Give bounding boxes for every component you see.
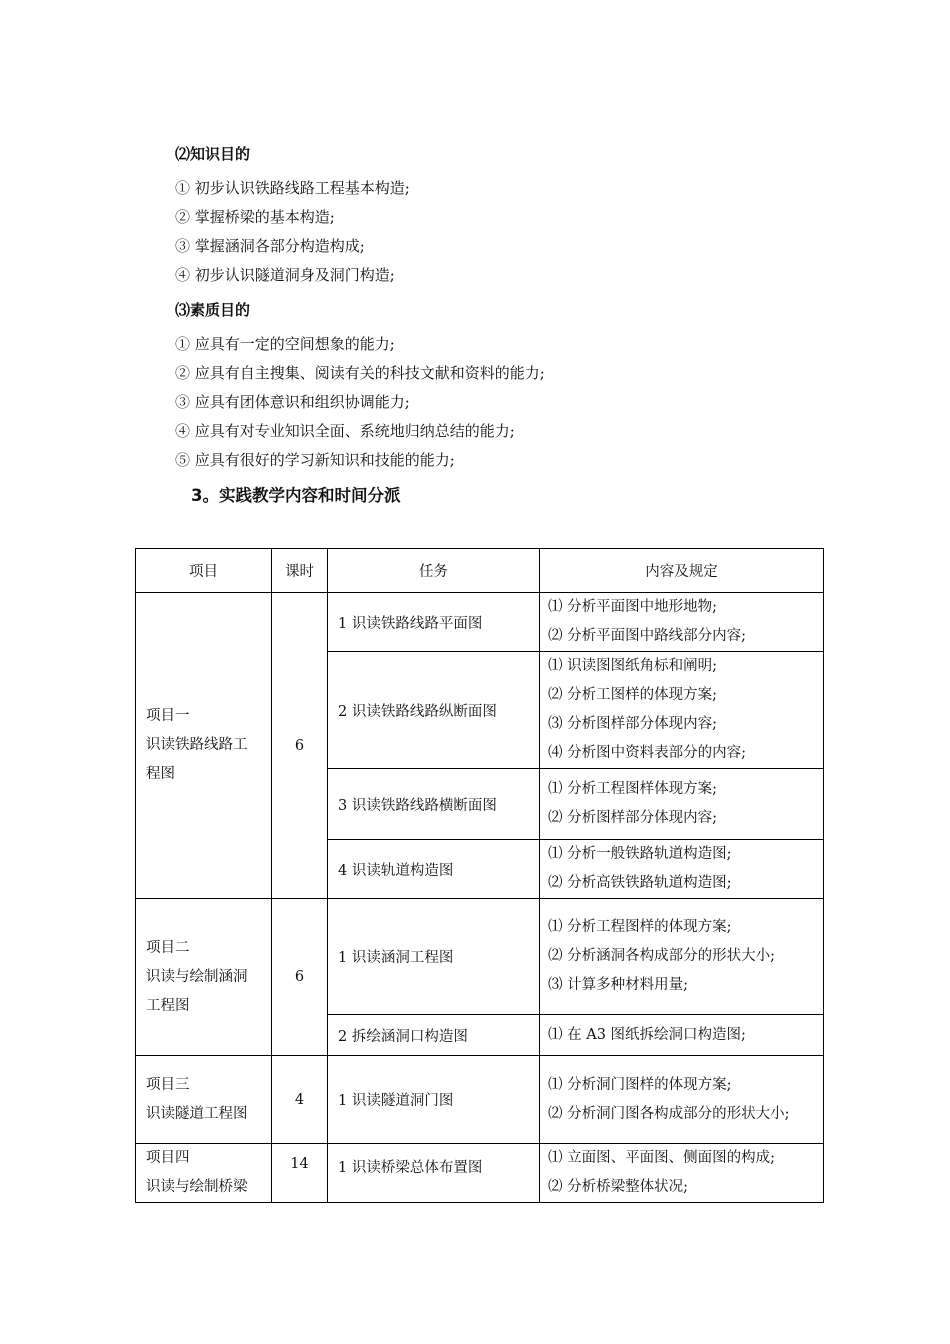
hours-cell: 6 [272,593,328,899]
table-header-row [136,549,824,593]
project-cell [136,899,272,1056]
requirements-cell [540,593,824,652]
hours-cell: 6 [272,899,328,1056]
knowledge-goals-heading: ⑵知识目的 [175,145,251,163]
knowledge-goal-item: ③ 掌握涵洞各部分构造构成; [175,237,365,255]
task-cell: 1 识读涵洞工程图 [328,899,540,1015]
header-requirements: 内容及规定 [540,549,824,593]
knowledge-goal-item: ② 掌握桥梁的基本构造; [175,208,335,226]
quality-goals-heading: ⑶素质目的 [175,301,251,319]
section-title: 3。实践教学内容和时间分派 [191,486,401,505]
requirement-item: ⑵ 分析平面图中路线部分内容; [548,628,746,644]
requirement-item: ⑵ 分析洞门图各构成部分的形状大小; [548,1105,790,1122]
header-task: 任务 [328,549,540,593]
requirement-item: ⑴ 分析平面图中地形地物; [548,599,717,615]
requirement-item: ⑴ 识读图图纸角标和阐明; [548,658,717,674]
requirement-item: ⑷ 分析图中资料表部分的内容; [548,745,746,761]
project-name: 识读隧道工程图 [146,1105,248,1122]
hours-cell: 4 [272,1056,328,1144]
requirement-item: ⑴ 分析一般铁路轨道构造图; [548,846,732,862]
requirements-cell [540,1144,824,1203]
requirement-item: ⑵ 分析图样部分体现内容; [548,810,717,826]
requirements-cell [540,652,824,769]
quality-goal-item: ④ 应具有对专业知识全面、系统地归纳总结的能力; [175,422,515,440]
project-cell [136,593,272,899]
quality-goal-item: ③ 应具有团体意识和组织协调能力; [175,393,410,411]
requirement-item: ⑴ 分析工程图样体现方案; [548,781,717,797]
knowledge-goal-item: ① 初步认识铁路线路工程基本构造; [175,179,410,197]
project-name: 识读铁路线路工 [146,737,248,753]
project-label: 项目一 [146,708,190,724]
requirement-item: ⑶ 分析图样部分体现内容; [548,716,717,732]
header-project: 项目 [136,549,272,593]
project-cell [136,1144,272,1203]
project-name: 识读与绘制涵洞 [146,968,248,985]
requirements-cell [540,769,824,840]
requirement-item: ⑴ 分析洞门图样的体现方案; [548,1076,732,1093]
requirement-item: ⑵ 分析工图样的体现方案; [548,687,717,703]
header-hours: 课时 [272,549,328,593]
task-cell: 2 识读铁路线路纵断面图 [328,652,540,769]
project-label: 项目二 [146,939,190,956]
table-row [136,593,824,652]
task-cell: 1 识读隧道洞门图 [328,1056,540,1144]
hours-cell: 14 [272,1144,328,1203]
knowledge-goal-item: ④ 初步认识隧道洞身及洞门构造; [175,266,395,284]
task-cell: 1 识读铁路线路平面图 [328,593,540,652]
project-label: 项目四 [146,1150,190,1166]
requirement-item: ⑴ 分析工程图样的体现方案; [548,919,732,935]
project-label: 项目三 [146,1076,190,1093]
table-row [136,1144,824,1203]
quality-goal-item: ② 应具有自主搜集、阅读有关的科技文献和资料的能力; [175,364,545,382]
requirements-cell [540,899,824,1015]
project-name: 工程图 [146,997,190,1014]
requirements-cell [540,840,824,899]
requirement-item: ⑵ 分析涵洞各构成部分的形状大小; [548,948,775,964]
project-name: 程图 [146,766,175,782]
requirement-item: ⑵ 分析高铁铁路轨道构造图; [548,875,732,891]
table-row [136,1056,824,1144]
requirement-item: ⑵ 分析桥梁整体状况; [548,1179,688,1195]
practice-plan-table [135,548,824,1203]
requirements-cell [540,1015,824,1056]
task-cell: 1 识读桥梁总体布置图 [328,1144,540,1203]
project-cell [136,1056,272,1144]
project-name: 识读与绘制桥梁 [146,1179,248,1195]
task-cell: 2 拆绘涵洞口构造图 [328,1015,540,1056]
quality-goal-item: ⑤ 应具有很好的学习新知识和技能的能力; [175,451,455,469]
task-cell: 4 识读轨道构造图 [328,840,540,899]
requirement-item: ⑴ 在 A3 图纸拆绘洞口构造图; [548,1026,746,1043]
requirement-item: ⑴ 立面图、平面图、侧面图的构成; [548,1150,775,1166]
task-cell: 3 识读铁路线路横断面图 [328,769,540,840]
table-row [136,899,824,1015]
requirements-cell [540,1056,824,1144]
requirement-item: ⑶ 计算多种材料用量; [548,977,688,993]
quality-goal-item: ① 应具有一定的空间想象的能力; [175,335,395,353]
